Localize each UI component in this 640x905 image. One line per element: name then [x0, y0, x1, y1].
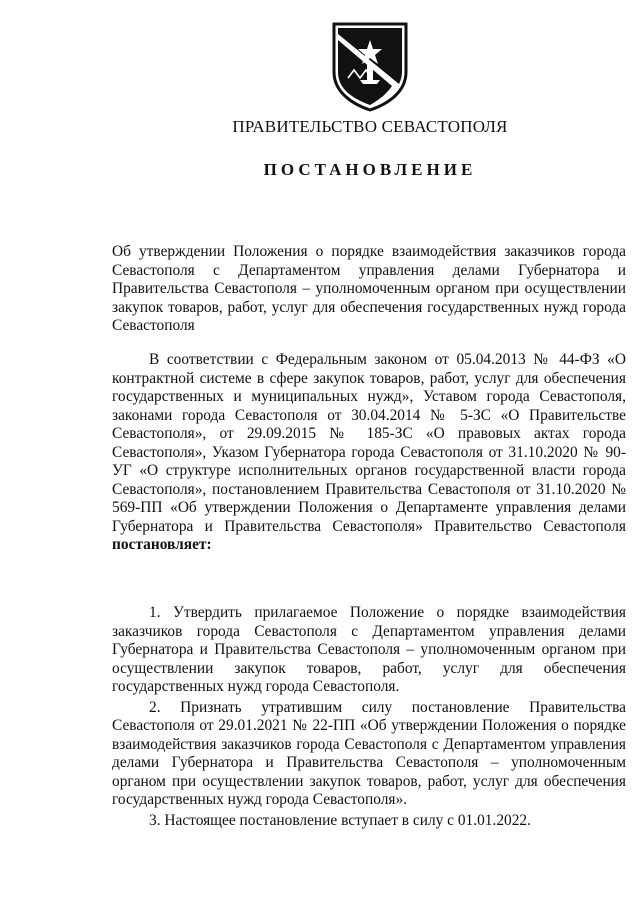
decree-item-3 — [112, 812, 626, 831]
decree-item-text: 2. Признать утратившим силу постановление Правительства Севастополя от 29.01.2021 № 22-ПП «Об утверждении Положения о порядке взаимодействия заказчиков города Севастополя с Департаментом управления делами Губернатора и Правительства Севастополя – уполномоченным органом при осуществлении закупок товаров, работ, услуг для обеспечения государственных нужд города Севастополя». — [112, 698, 626, 808]
decree-items — [112, 604, 626, 832]
decree-word: постановляет: — [112, 536, 212, 553]
decree-item-text: 3. Настоящее постановление вступает в силу с 01.01.2022. — [149, 811, 531, 829]
preamble-text: В соответствии с Федеральным законом от 05.04.2013 № 44-ФЗ «О контрактной системе в сфере закупок товаров, работ, услуг для обеспечения государственных и муниципальных нужд», Уставом города Севастополя, законами города Севастополя от 30.04.2014 № 5-ЗС «О Правительстве Севастополя», от 29.09.2015 № 185-ЗС «О правовых актах города Севастополя», Указом Губернатора города Севастополя от 31.10.2020 № 90-УГ «О структуре исполнительных органов государственной власти города Севастополя», постановлением Правительства Севастополя от 31.10.2020 № 569-ПП «Об утверждении Положения о Департаменте управления делами Губернатора и Правительства Севастополя» Правительство Севастополя — [112, 351, 626, 535]
document-type-heading: ПОСТАНОВЛЕНИЕ — [263, 160, 477, 179]
decree-item-text: 1. Утвердить прилагаемое Положение о порядке взаимодействия заказчиков города Севастополя с Департаментом управления делами Губернатора и Правительства Севастополя – уполномоченным органом при осуществлении закупок товаров, работ, услуг для обеспечения государственных нужд города Севастополя. — [112, 604, 626, 695]
preamble-paragraph — [112, 351, 626, 555]
document-subject: Об утверждении Положения о порядке взаимодействия заказчиков города Севастополя с Департаментом управления делами Губернатора и Правительства Севастополя – уполномоченным органом при осуществлении закупок товаров, работ, услуг для обеспечения государственных нужд города Севастополя — [112, 243, 626, 334]
decree-item-1 — [112, 604, 626, 697]
decree-item-2 — [112, 699, 626, 810]
sevastopol-coat-of-arms-icon — [330, 20, 410, 112]
org-title: ПРАВИТЕЛЬСТВО СЕВАСТОПОЛЯ — [232, 117, 508, 136]
